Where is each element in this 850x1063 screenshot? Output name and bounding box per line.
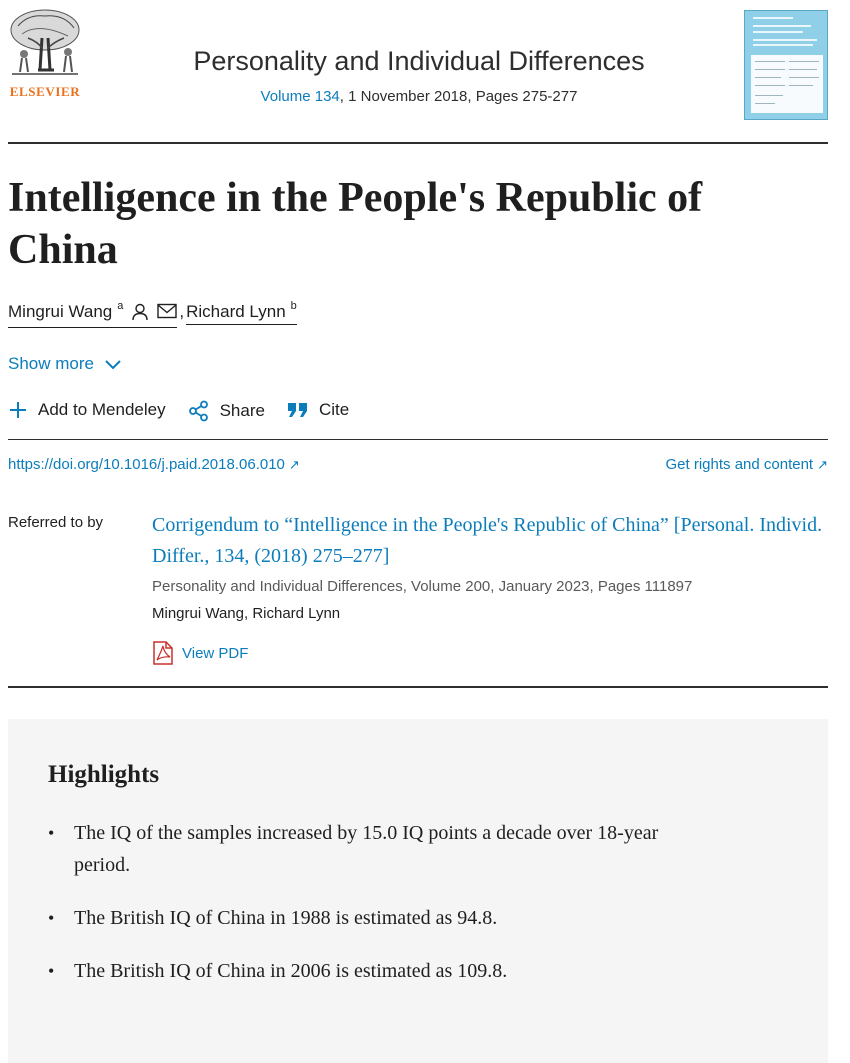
- envelope-icon: [157, 303, 177, 324]
- affiliation-marker: a: [117, 300, 124, 312]
- cite-label: Cite: [318, 400, 350, 419]
- volume-link[interactable]: Volume 134: [260, 88, 340, 105]
- journal-header: [8, 0, 828, 144]
- pdf-icon: [152, 641, 174, 665]
- author-name: Richard Lynn: [186, 302, 286, 321]
- journal-issue-info: [174, 88, 664, 105]
- section-divider: [8, 686, 828, 688]
- publisher-name: ELSEVIER: [9, 84, 81, 99]
- cite-button[interactable]: [287, 400, 349, 420]
- share-icon: [188, 400, 210, 422]
- rights-link[interactable]: [666, 456, 829, 473]
- external-link-icon: ↗: [288, 457, 300, 472]
- share-button[interactable]: [188, 400, 265, 422]
- plus-icon: [8, 400, 28, 420]
- elsevier-logo[interactable]: [8, 8, 82, 99]
- article-title: Intelligence in the People's Republic of China: [8, 175, 703, 273]
- view-pdf-link[interactable]: [152, 641, 248, 665]
- author-list: [8, 302, 297, 328]
- author-richard-lynn[interactable]: [186, 302, 297, 325]
- author-mingrui-wang[interactable]: [8, 302, 177, 328]
- rights-text: Get rights and content: [665, 456, 814, 473]
- corrigendum-source: Personality and Individual Differences, Volume 200, January 2023, Pages 111897: [152, 578, 693, 595]
- highlights-list: [48, 817, 708, 1008]
- show-more-button[interactable]: [8, 354, 122, 374]
- author-separator: ,: [179, 302, 185, 321]
- journal-cover-thumbnail[interactable]: [744, 10, 828, 120]
- corrigendum-authors: Mingrui Wang, Richard Lynn: [152, 605, 341, 622]
- chevron-down-icon: [104, 358, 122, 370]
- issue-details: , 1 November 2018, Pages 275-277: [339, 88, 578, 105]
- list-item: • The IQ of the samples increased by 15.0 IQ points a decade over 18-year period.: [48, 817, 708, 881]
- article-actions-bar: [8, 400, 828, 440]
- corrigendum-link[interactable]: Corrigendum to “Intelligence in the People's Republic of China” [Personal. Individ. Differ., 134, (2018) 275–277]: [152, 514, 823, 567]
- highlights-section: [8, 719, 828, 1063]
- doi-text: https://doi.org/10.1016/j.paid.2018.06.010: [8, 456, 285, 473]
- add-to-mendeley-label: Add to Mendeley: [38, 400, 166, 419]
- author-name: Mingrui Wang: [8, 302, 113, 321]
- show-more-label: Show more: [8, 354, 94, 373]
- person-icon: [131, 303, 149, 326]
- external-link-icon: ↗: [817, 457, 828, 472]
- doi-link[interactable]: [8, 456, 300, 473]
- list-item: • The British IQ of China in 1988 is estimated as 94.8.: [48, 902, 708, 934]
- highlights-heading: Highlights: [48, 761, 160, 788]
- add-to-mendeley-button[interactable]: [8, 400, 166, 420]
- view-pdf-label: View PDF: [182, 644, 249, 662]
- share-label: Share: [219, 401, 265, 420]
- list-item: • The British IQ of China in 2006 is estimated as 109.8.: [48, 955, 708, 987]
- referred-to-by-label: Referred to by: [8, 514, 104, 531]
- journal-title[interactable]: Personality and Individual Differences: [193, 46, 645, 76]
- elsevier-tree-icon: [8, 8, 82, 78]
- quote-icon: [287, 401, 309, 419]
- affiliation-marker: b: [290, 300, 297, 312]
